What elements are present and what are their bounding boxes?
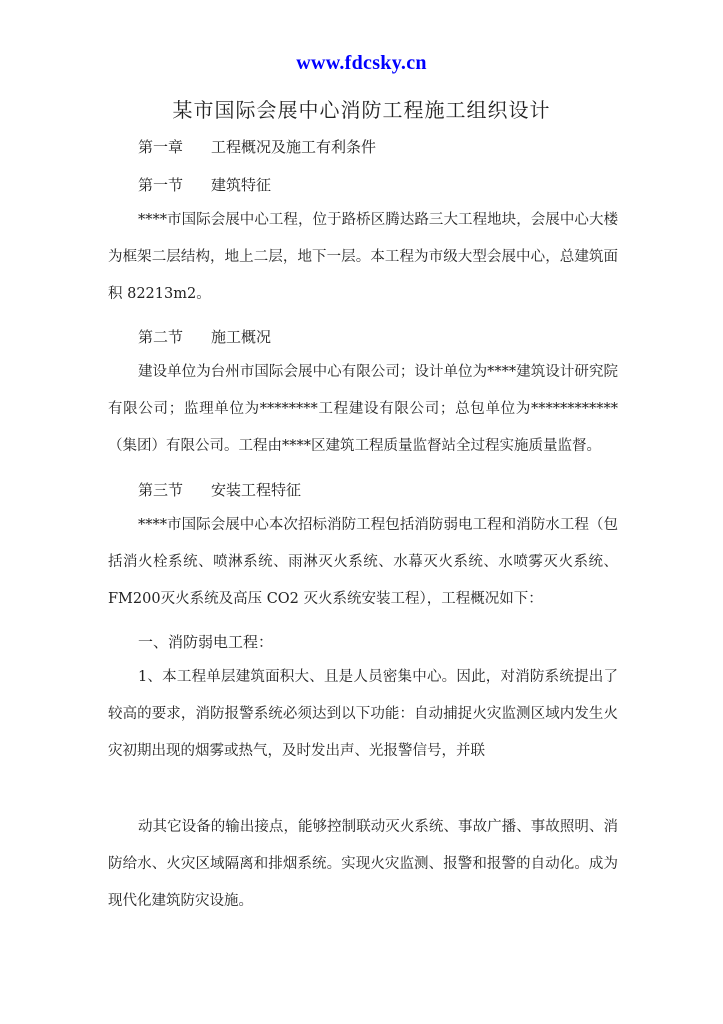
section-heading-1 (138, 174, 271, 195)
paragraph-linkage-functions: 动其它设备的输出接点，能够控制联动灭火系统、事故广播、事故照明、消防给水、火灾区域隔离和排烟系统。实现火灾监测、报警和报警的自动化。成为现代化建筑防灾设施。 (108, 819, 618, 909)
document-title: 某市国际会展中心消防工程施工组织设计 (172, 98, 551, 122)
section-title-1: 建筑特征 (211, 176, 272, 194)
chapter-heading (138, 136, 376, 157)
section-number-2: 第二节 (138, 328, 184, 346)
section-heading-3 (138, 479, 301, 500)
subheading-fire-low-voltage: 一、消防弱电工程： (138, 633, 274, 651)
chapter-title: 工程概况及施工有利条件 (211, 138, 377, 156)
paragraph-construction-overview: 建设单位为台州市国际会展中心有限公司；设计单位为****建筑设计研究院有限公司；监理单位为********工程建设有限公司；总包单位为************（集团）有限公司。工程由****区建筑工程质量监督站全过程实施质量监督。 (108, 364, 618, 454)
chapter-number: 第一章 (138, 138, 184, 156)
section-title-3: 安装工程特征 (211, 481, 302, 499)
section-heading-2 (138, 326, 271, 347)
paragraph-building-features: ****市国际会展中心工程，位于路桥区腾达路三大工程地块，会展中心大楼为框架二层结构，地上二层，地下一层。本工程为市级大型会展中心，总建筑面积 82213m2。 (108, 212, 618, 302)
section-number-3: 第三节 (138, 481, 184, 499)
paragraph-system-requirements: 1、本工程单层建筑面积大、且是人员密集中心。因此，对消防系统提出了较高的要求，消防报警系统必须达到以下功能：自动捕捉火灾监测区域内发生火灾初期出现的烟雾或热气，及时发出声、光报警信号，并联 (108, 669, 618, 759)
section-number-1: 第一节 (138, 176, 184, 194)
paragraph-installation-features: ****市国际会展中心本次招标消防工程包括消防弱电工程和消防水工程（包括消火栓系统、喷淋系统、雨淋灭火系统、水幕灭火系统、水喷雾灭火系统、FM200灭火系统及高压 CO2 灭火系统安装工程），工程概况如下： (108, 517, 618, 607)
section-title-2: 施工概况 (211, 328, 272, 346)
site-url[interactable]: www.fdcsky.cn (296, 52, 427, 74)
